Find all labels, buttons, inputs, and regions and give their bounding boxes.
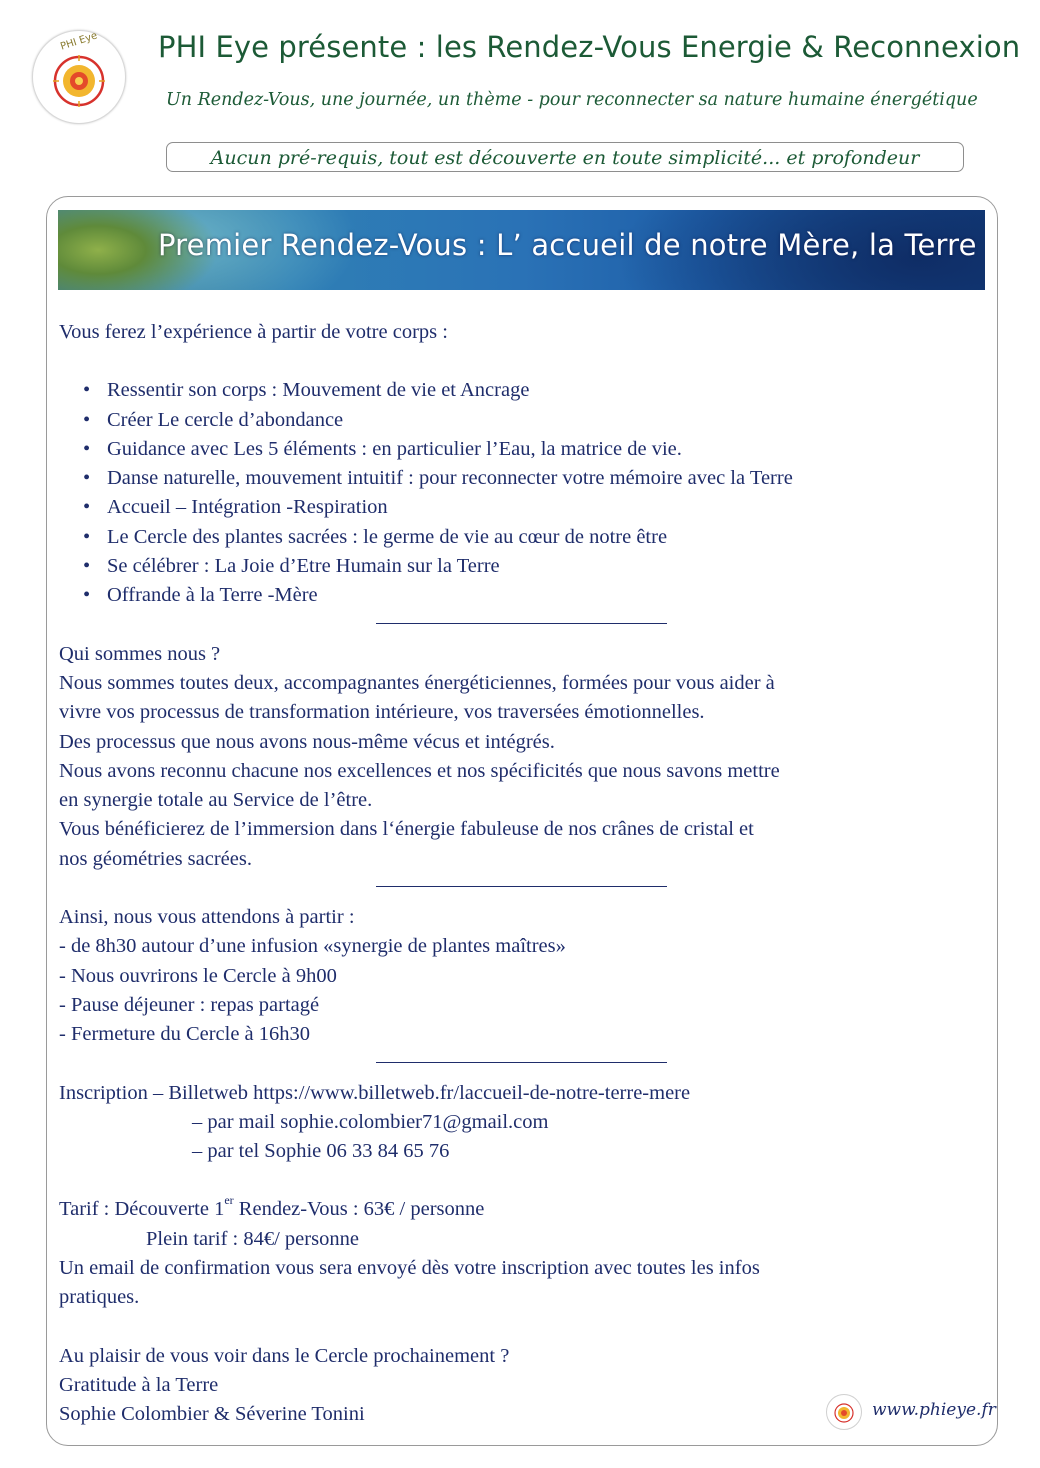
list-item: • Ressentir son corps : Mouvement de vie et Ancrage xyxy=(83,376,989,405)
separator-line xyxy=(59,1050,989,1079)
list-item: • Créer Le cercle d’abondance xyxy=(83,406,989,435)
schedule-item: - de 8h30 autour d’une infusion «synergie de plantes maîtres» xyxy=(59,935,566,958)
separator-line xyxy=(59,874,989,903)
list-item: • Offrande à la Terre -Mère xyxy=(83,581,989,610)
schedule-item: - Nous ouvrirons le Cercle à 9h00 xyxy=(59,964,337,987)
activity-list xyxy=(59,376,989,610)
page-subtitle: Un Rendez-Vous, une journée, un thème - pour reconnecter sa nature humaine énergétique xyxy=(166,90,978,110)
about-heading: Qui sommes nous ? xyxy=(59,642,221,665)
inscription-phone: – par tel Sophie 06 33 84 65 76 xyxy=(192,1140,450,1163)
tarif-discovery: Tarif : Découverte 1er Rendez-Vous : 63€ / personne xyxy=(59,1192,485,1221)
confirmation-text: Un email de confirmation vous sera envoyé dès votre inscription avec toutes les infos xyxy=(59,1257,760,1280)
logo-text: PHI Eye xyxy=(59,30,99,53)
separator-line xyxy=(59,611,989,640)
signature: Sophie Colombier & Séverine Tonini xyxy=(59,1403,365,1426)
list-item: • Guidance avec Les 5 éléments : en particulier l’Eau, la matrice de vie. xyxy=(83,435,989,464)
page-title: PHI Eye présente : les Rendez-Vous Energie & Reconnexion xyxy=(158,30,1021,64)
list-item: • Accueil – Intégration -Respiration xyxy=(83,493,989,522)
list-item: • Se célébrer : La Joie d’Etre Humain sur la Terre xyxy=(83,552,989,581)
schedule-heading: Ainsi, nous vous attendons à partir : xyxy=(59,906,355,929)
schedule-item: - Pause déjeuner : repas partagé xyxy=(59,993,320,1016)
confirmation-text: pratiques. xyxy=(59,1286,140,1309)
website-link[interactable]: www.phieye.fr xyxy=(872,1400,996,1420)
about-line: Nous sommes toutes deux, accompagnantes énergéticiennes, formées pour vous aider à xyxy=(59,671,775,694)
about-line: Des processus que nous avons nous-même vécus et intégrés. xyxy=(59,730,555,753)
about-line: Nous avons reconnu chacune nos excellences et nos spécificités que nous savons mettre xyxy=(59,759,780,782)
about-line: Vous bénéficierez de l’immersion dans l‘énergie fabuleuse de nos crânes de cristal et xyxy=(59,818,754,841)
closing-line: Au plaisir de vous voir dans le Cercle prochainement ? xyxy=(59,1344,510,1367)
tarif-full: Plein tarif : 84€/ personne xyxy=(146,1227,359,1250)
schedule-item: - Fermeture du Cercle à 16h30 xyxy=(59,1023,311,1046)
tagline-box: Aucun pré-requis, tout est découverte en toute simplicité... et profondeur xyxy=(166,142,964,172)
list-item: • Le Cercle des plantes sacrées : le germe de vie au cœur de notre être xyxy=(83,523,989,552)
phi-eye-logo xyxy=(32,30,126,124)
inscription-email[interactable]: – par mail sophie.colombier71@gmail.com xyxy=(192,1110,549,1133)
about-line: en synergie totale au Service de l’être. xyxy=(59,789,373,812)
event-banner xyxy=(58,210,985,290)
about-line: nos géométries sacrées. xyxy=(59,847,252,870)
footer-logo-icon xyxy=(826,1394,862,1430)
event-description xyxy=(59,318,989,1430)
intro-text: Vous ferez l’expérience à partir de votre corps : xyxy=(59,321,448,343)
banner-title: Premier Rendez-Vous : L’ accueil de notre Mère, la Terre xyxy=(158,228,977,262)
about-line: vivre vos processus de transformation intérieure, vos traversées émotionnelles. xyxy=(59,701,705,724)
closing-line: Gratitude à la Terre xyxy=(59,1373,219,1396)
inscription-link[interactable]: Inscription – Billetweb https://www.billetweb.fr/laccueil-de-notre-terre-mere xyxy=(59,1081,691,1104)
list-item: • Danse naturelle, mouvement intuitif : pour reconnecter votre mémoire avec la Terre xyxy=(83,464,989,493)
